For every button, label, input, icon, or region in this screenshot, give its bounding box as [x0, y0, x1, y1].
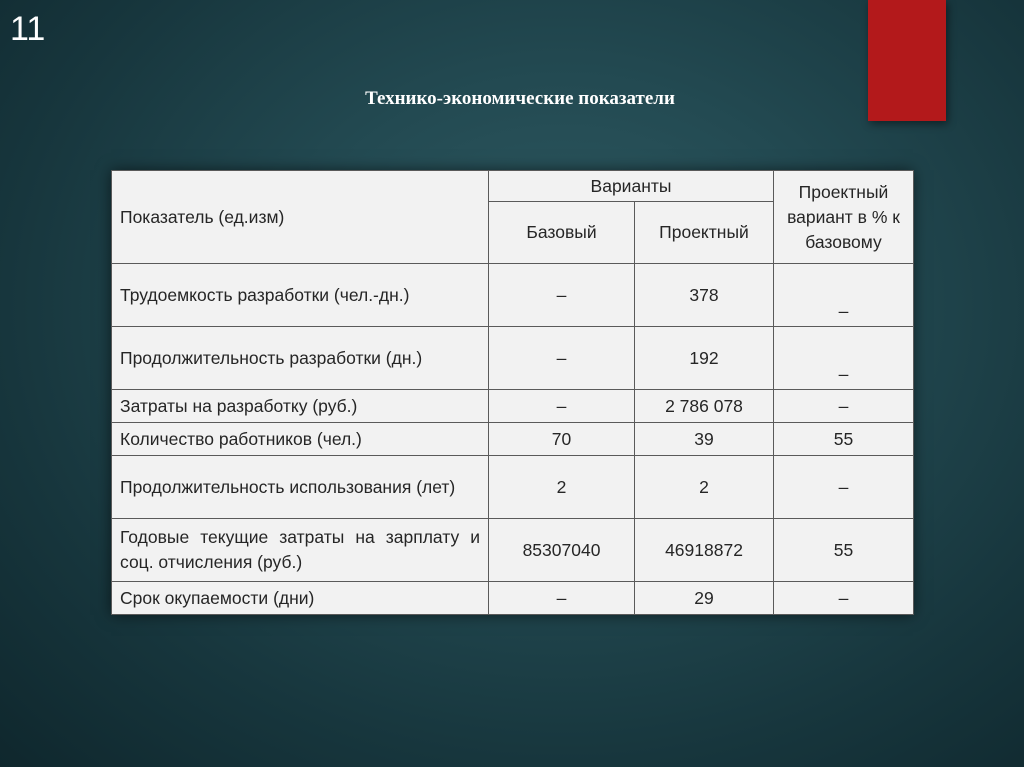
cell-base: –: [489, 264, 635, 327]
cell-base: –: [489, 390, 635, 423]
table-row: [112, 456, 914, 519]
table-row: [112, 264, 914, 327]
header-project: Проектный: [635, 202, 774, 264]
table-row: [112, 390, 914, 423]
cell-percent: –: [774, 327, 914, 390]
row-label: Продолжительность использования (лет): [112, 456, 489, 519]
slide-number: 11: [10, 10, 46, 48]
row-label: Затраты на разработку (руб.): [112, 390, 489, 423]
header-base: Базовый: [489, 202, 635, 264]
cell-project: 378: [635, 264, 774, 327]
cell-percent: 55: [774, 519, 914, 582]
cell-project: 29: [635, 582, 774, 615]
cell-percent: –: [774, 582, 914, 615]
cell-percent: –: [774, 390, 914, 423]
header-variants: Варианты: [489, 171, 774, 202]
cell-base: –: [489, 327, 635, 390]
cell-percent: –: [774, 456, 914, 519]
header-percent: Проектный вариант в % к базовому: [774, 171, 914, 264]
table-row: [112, 327, 914, 390]
cell-project: 192: [635, 327, 774, 390]
cell-base: 85307040: [489, 519, 635, 582]
cell-project: 46918872: [635, 519, 774, 582]
table-row: [112, 423, 914, 456]
table-row: [112, 582, 914, 615]
cell-base: 2: [489, 456, 635, 519]
table-row: [112, 519, 914, 582]
cell-base: –: [489, 582, 635, 615]
cell-project: 2 786 078: [635, 390, 774, 423]
row-label: Количество работников (чел.): [112, 423, 489, 456]
row-label: Трудоемкость разработки (чел.-дн.): [112, 264, 489, 327]
cell-percent: 55: [774, 423, 914, 456]
cell-project: 2: [635, 456, 774, 519]
row-label: Продолжительность разработки (дн.): [112, 327, 489, 390]
cell-percent: –: [774, 264, 914, 327]
row-label: Годовые текущие затраты на зарплату и соц. отчисления (руб.): [112, 519, 489, 582]
cell-project: 39: [635, 423, 774, 456]
cell-base: 70: [489, 423, 635, 456]
header-indicator: Показатель (ед.изм): [112, 171, 489, 264]
indicators-table-container: [111, 170, 913, 615]
slide-title: Технико-экономические показатели: [365, 88, 675, 109]
row-label: Срок окупаемости (дни): [112, 582, 489, 615]
indicators-table: [111, 170, 914, 615]
